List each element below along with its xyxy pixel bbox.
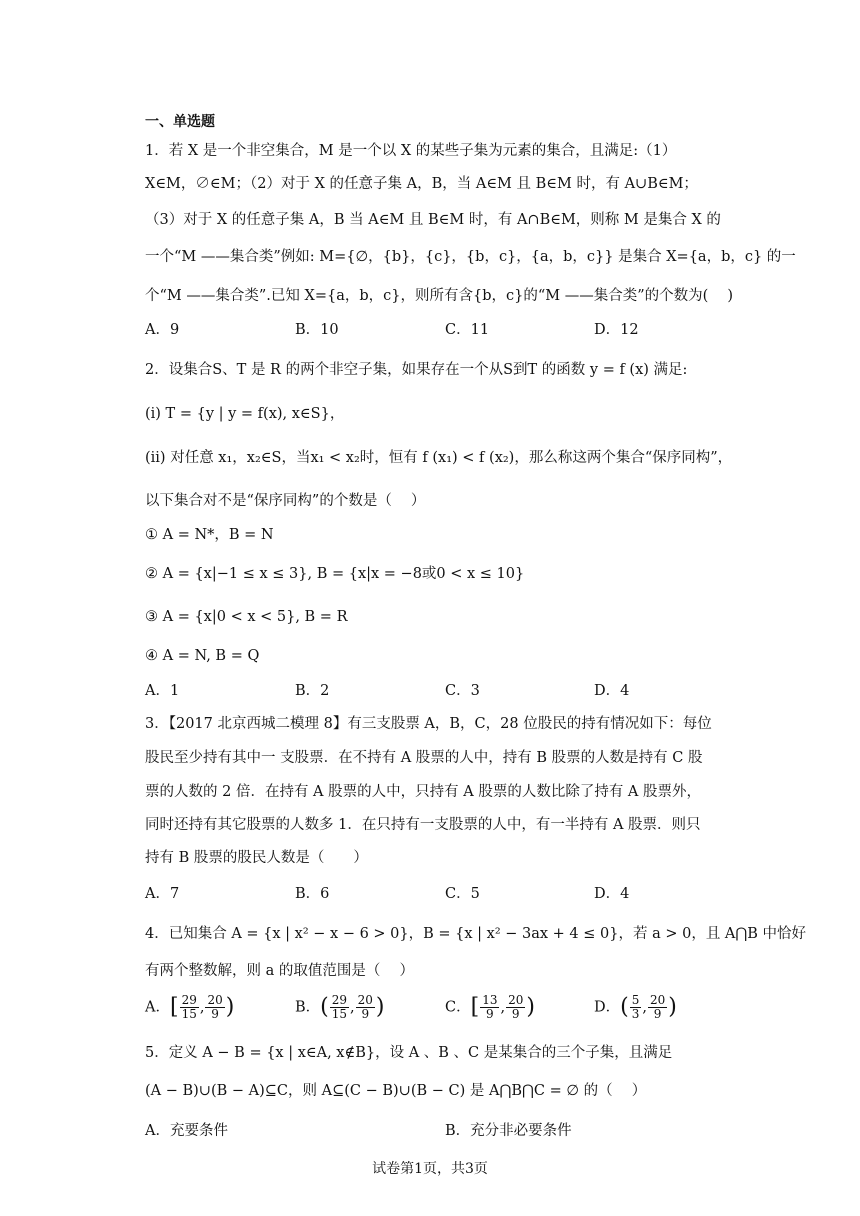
q4-option-c[interactable]: C．[ $\frac{13}{9}$ , $\frac{20}{9}$ ): [445, 993, 535, 1021]
q1-line-4: 一个“M ——集合类”例如: M={∅，{b}，{c}，{b，c}，{a，b，c}} 是集合 X={a，b，c} 的一: [145, 249, 796, 265]
q2-option-d[interactable]: D．4: [594, 683, 630, 699]
q1-option-c[interactable]: C．11: [445, 322, 490, 338]
section-title: 一、单选题: [145, 114, 215, 130]
q4-option-c-close: ): [526, 994, 535, 1020]
q4-line-1: 4．已知集合 A = {x | x² − x − 6 > 0}，B = {x | x² − 3ax + 4 ≤ 0}，若 a > 0，且 A⋂B 中恰好: [145, 926, 807, 942]
q2-option-a[interactable]: A．1: [145, 683, 180, 699]
q4-option-d-label: D．: [594, 999, 621, 1016]
q1-option-a[interactable]: A．9: [145, 322, 180, 338]
q5-option-a[interactable]: A．充要条件: [145, 1123, 228, 1139]
q5-option-b[interactable]: B．充分非必要条件: [445, 1123, 572, 1139]
q2-item-3: ③ A = {x|0 < x < 5}, B = R: [145, 609, 348, 625]
q3-option-d[interactable]: D．4: [594, 886, 630, 902]
q4-option-d[interactable]: D．( $\frac{5}{3}$ , $\frac{20}{9}$ ): [594, 993, 677, 1021]
q3-option-a[interactable]: A．7: [145, 886, 180, 902]
q3-line-4: 同时还持有其它股票的人数多 1．在只持有一支股票的人中，有一半持有 A 股票．则只: [145, 817, 701, 833]
q5-line-1: 5．定义 A − B = {x | x∈A, x∉B}，设 A 、B 、C 是某集合的三个子集，且满足: [145, 1045, 673, 1061]
q4-line-2: 有两个整数解，则 a 的取值范围是（ ）: [145, 963, 414, 979]
q4-option-b-label: B．: [295, 999, 321, 1016]
q3-line-3: 票的人数的 2 倍．在持有 A 股票的人中，只持有 A 股票的人数比除了持有 A 股票外，: [145, 784, 702, 800]
page-footer: 试卷第1页，共3页: [372, 1161, 488, 1177]
q2-line-4: 以下集合对不是“保序同构”的个数是（ ）: [145, 493, 426, 509]
q1-option-d[interactable]: D．12: [594, 322, 639, 338]
q2-item-1: ① A = N*，B = N: [145, 527, 274, 543]
q1-option-b[interactable]: B．10: [295, 322, 339, 338]
q2-line-3: (ii) 对任意 x₁，x₂∈S，当x₁ < x₂时，恒有 f (x₁) < f (x₂)，那么称这两个集合“保序同构”，: [145, 450, 733, 466]
q4-option-a[interactable]: A．[ $\frac{29}{15}$ , $\frac{20}{9}$ ): [145, 993, 235, 1021]
q2-line-1: 2．设集合S、T 是 R 的两个非空子集，如果存在一个从S到T 的函数 y = f (x) 满足:: [145, 362, 688, 378]
q1-line-3: （3）对于 X 的任意子集 A，B 当 A∈M 且 B∈M 时，有 A∩B∈M，则称 M 是集合 X 的: [145, 212, 721, 228]
q4-option-d-close: ): [668, 994, 677, 1020]
q4-option-a-label: A．: [145, 999, 170, 1016]
q2-option-b[interactable]: B．2: [295, 683, 330, 699]
q1-line-1: 1．若 X 是一个非空集合，M 是一个以 X 的某些子集为元素的集合，且满足:（1）: [145, 143, 677, 159]
q4-option-b-open: (: [320, 994, 329, 1020]
q1-line-2: X∈M，∅∈M；（2）对于 X 的任意子集 A，B，当 A∈M 且 B∈M 时，有 A∪B∈M；: [145, 176, 698, 192]
q2-line-2: (i) T = {y | y = f(x), x∈S}，: [145, 406, 345, 422]
q4-option-d-open: (: [620, 994, 629, 1020]
q4-option-a-frac1: $\frac{29}{15}$: [181, 993, 197, 1021]
q3-line-2: 股民至少持有其中一 支股票．在不持有 A 股票的人中，持有 B 股票的人数是持有 C 股: [145, 750, 703, 766]
q4-option-b[interactable]: B．( $\frac{29}{15}$ , $\frac{20}{9}$ ): [295, 993, 385, 1021]
q3-line-5: 持有 B 股票的股民人数是（ ）: [145, 850, 368, 866]
q4-option-a-frac2: $\frac{20}{9}$: [207, 993, 223, 1021]
q4-option-d-frac2: $\frac{20}{9}$: [649, 993, 666, 1021]
q4-option-c-open: [: [470, 994, 480, 1020]
q2-option-c[interactable]: C．3: [445, 683, 480, 699]
q4-option-c-frac2: $\frac{20}{9}$: [508, 993, 524, 1021]
q5-line-2: (A − B)∪(B − A)⊆C，则 A⊆(C − B)∪(B − C) 是 A⋂B⋂C = ∅ 的（ ）: [145, 1083, 647, 1099]
q4-option-a-open: [: [169, 994, 179, 1020]
q1-line-5: 个“M ——集合类”.已知 X={a，b，c}，则所有含{b，c}的“M ——集合类”的个数为( ): [145, 288, 734, 304]
q4-option-c-label: C．: [445, 999, 471, 1016]
q3-option-c[interactable]: C．5: [445, 886, 480, 902]
q4-option-b-frac2: $\frac{20}{9}$: [357, 993, 373, 1021]
q4-option-a-close: ): [225, 994, 235, 1020]
q4-option-c-frac1: $\frac{13}{9}$: [482, 993, 498, 1021]
q2-item-2: ② A = {x|−1 ≤ x ≤ 3}, B = {x|x = −8或0 < x ≤ 10}: [145, 566, 525, 582]
q4-option-b-frac1: $\frac{29}{15}$: [331, 993, 348, 1021]
q4-option-d-frac1: $\frac{5}{3}$: [631, 993, 640, 1021]
q3-option-b[interactable]: B．6: [295, 886, 330, 902]
q4-option-b-close: ): [375, 994, 385, 1020]
q3-line-1: 3．【2017 北京西城二模理 8】有三支股票 A，B，C，28 位股民的持有情况如下：每位: [145, 716, 712, 732]
q2-item-4: ④ A = N, B = Q: [145, 648, 260, 664]
